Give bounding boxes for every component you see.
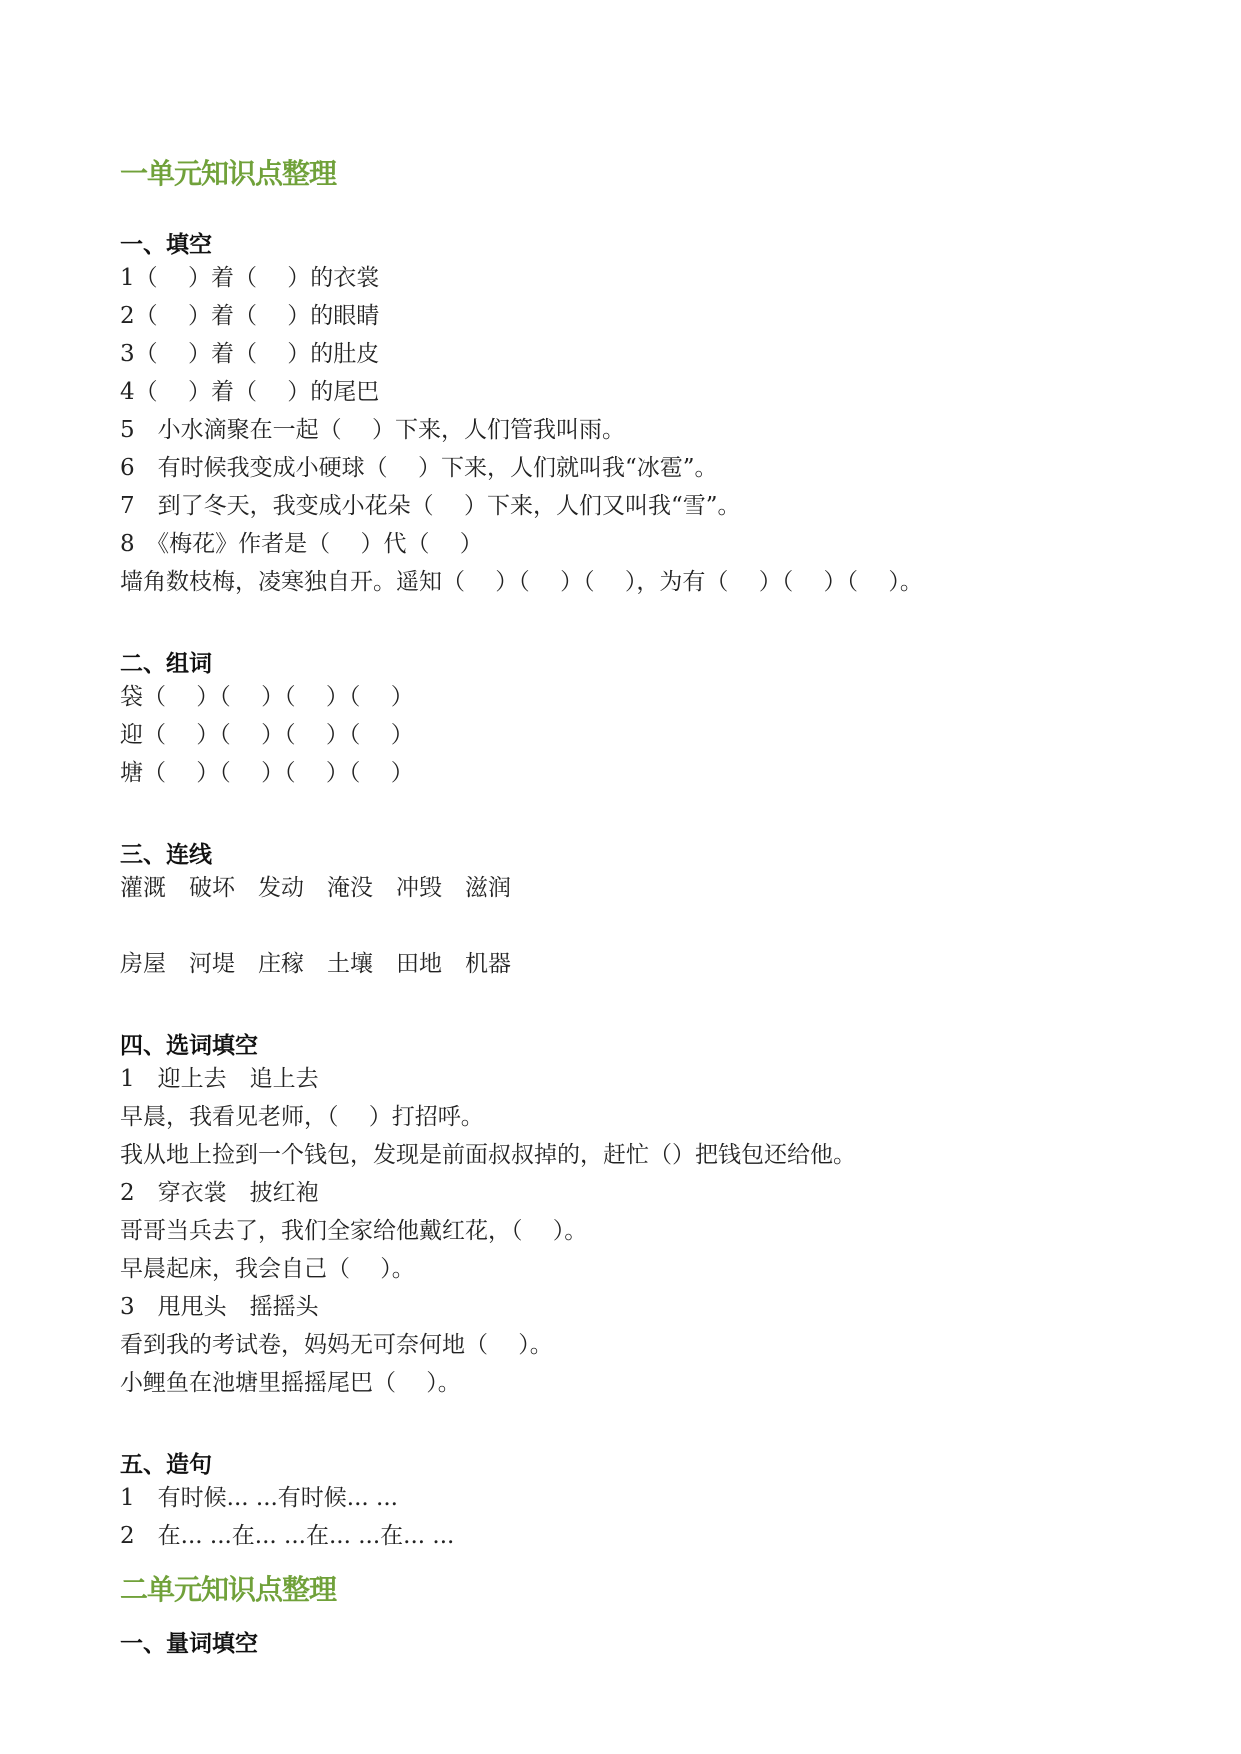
- match-row-1: 灌溉 破坏 发动 淹没 冲毁 滋润: [120, 875, 511, 901]
- fill-line-9: 墙角数枝梅，凌寒独自开。遥知（ ）（ ）（ ），为有（ ）（ ）（ ）。: [120, 569, 923, 595]
- unit1-s4-heading: 四、选词填空: [120, 1033, 258, 1059]
- choice-line-3: 我从地上捡到一个钱包，发现是前面叔叔掉的，赶忙（）把钱包还给他。: [120, 1142, 856, 1168]
- fill-line-6: 6 有时候我变成小硬球（ ）下来，人们就叫我“冰雹”。: [120, 455, 718, 481]
- fill-line-1: 1（ ）着（ ）的衣裳: [120, 265, 380, 291]
- unit2-title: 二单元知识点整理: [120, 1573, 337, 1606]
- choice-line-6: 早晨起床，我会自己（ ）。: [120, 1256, 415, 1282]
- unit1-s2-heading: 二、组词: [120, 651, 212, 677]
- unit1-title: 一单元知识点整理: [120, 157, 337, 190]
- fill-line-3: 3（ ）着（ ）的肚皮: [120, 341, 380, 367]
- fill-line-5: 5 小水滴聚在一起（ ）下来，人们管我叫雨。: [120, 417, 625, 443]
- match-row-2: 房屋 河堤 庄稼 土壤 田地 机器: [120, 951, 511, 977]
- fill-line-8: 8 《梅花》作者是（ ）代（ ）: [120, 531, 483, 557]
- choice-line-2: 早晨，我看见老师，（ ）打招呼。: [120, 1104, 484, 1130]
- sentence-line-2: 2 在... ...在... ...在... ...在... ...: [120, 1523, 455, 1549]
- unit1-s5-heading: 五、造句: [120, 1452, 212, 1478]
- choice-line-9: 小鲤鱼在池塘里摇摇尾巴（ ）。: [120, 1370, 461, 1396]
- choice-line-5: 哥哥当兵去了，我们全家给他戴红花，（ ）。: [120, 1218, 588, 1244]
- word-group-line-1: 袋（ ）（ ）（ ）（ ）: [120, 684, 414, 710]
- fill-line-2: 2（ ）着（ ）的眼睛: [120, 303, 380, 329]
- unit2-s1-heading: 一、量词填空: [120, 1631, 258, 1657]
- choice-line-7: 3 甩甩头 摇摇头: [120, 1294, 319, 1320]
- fill-line-7: 7 到了冬天，我变成小花朵（ ）下来，人们又叫我“雪”。: [120, 493, 741, 519]
- choice-line-1: 1 迎上去 追上去: [120, 1066, 319, 1092]
- word-group-line-2: 迎（ ）（ ）（ ）（ ）: [120, 722, 414, 748]
- word-group-line-3: 塘（ ）（ ）（ ）（ ）: [120, 760, 414, 786]
- choice-line-8: 看到我的考试卷，妈妈无可奈何地（ ）。: [120, 1332, 553, 1358]
- choice-line-4: 2 穿衣裳 披红袍: [120, 1180, 319, 1206]
- unit1-s3-heading: 三、连线: [120, 842, 212, 868]
- sentence-line-1: 1 有时候... ...有时候... ...: [120, 1485, 398, 1511]
- unit1-s1-heading: 一、填空: [120, 232, 212, 258]
- fill-line-4: 4（ ）着（ ）的尾巴: [120, 379, 380, 405]
